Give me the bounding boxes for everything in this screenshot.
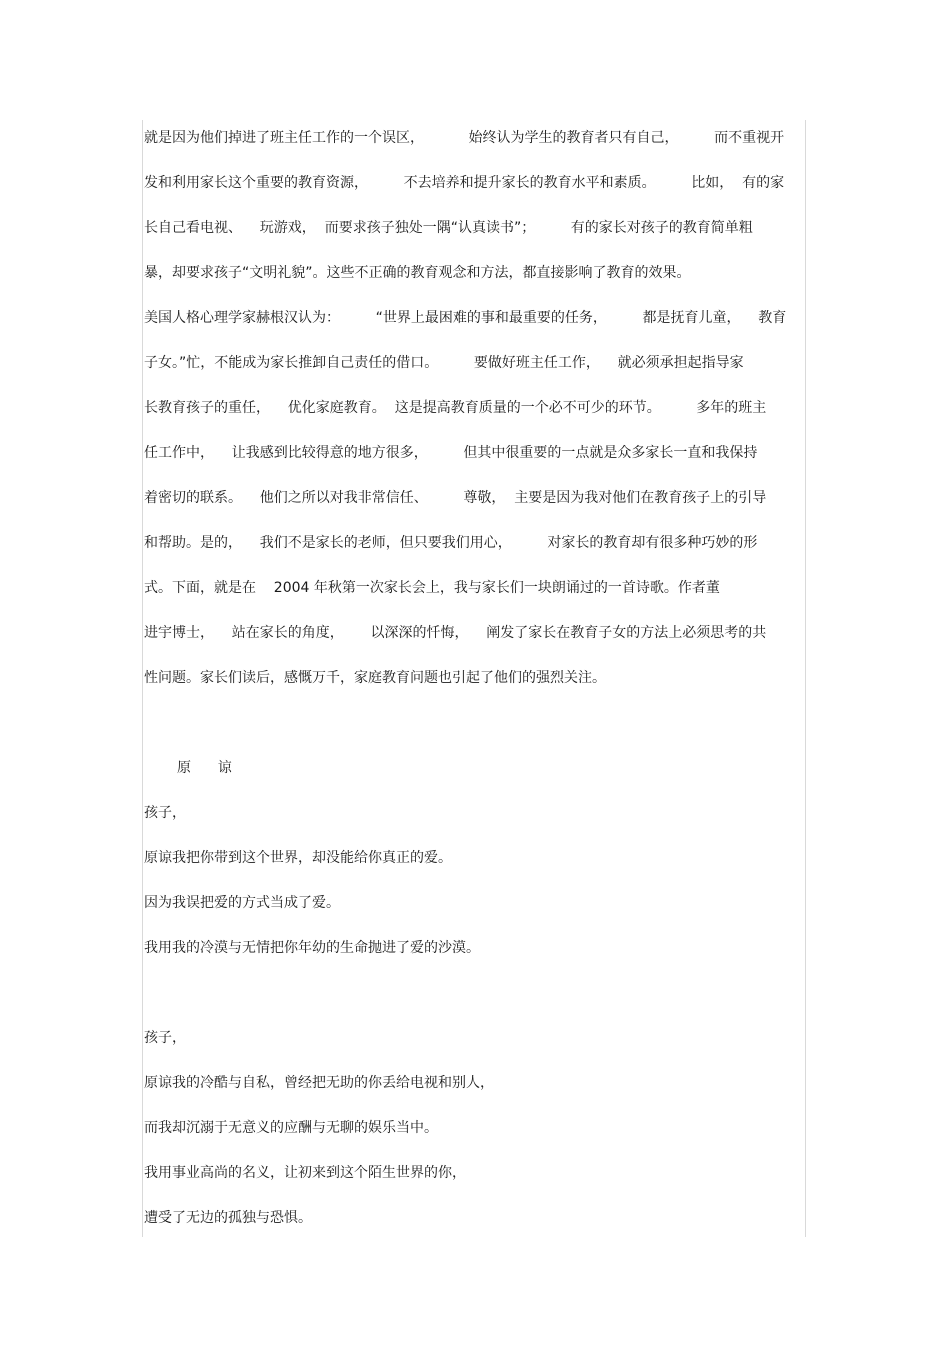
poem-line: 遭受了无边的孤独与恐惧。: [144, 1210, 312, 1226]
paragraph-line: 子女。”忙，不能成为家长推卸自己责任的借口。 要做好班主任工作， 就必须承担起指导家: [144, 355, 744, 371]
poem-line: 孩子，: [144, 1030, 186, 1046]
poem-line: 而我却沉溺于无意义的应酬与无聊的娱乐当中。: [144, 1120, 438, 1136]
poem-line: 原谅我的冷酷与自私，曾经把无助的你丢给电视和别人，: [144, 1075, 494, 1091]
paragraph-line: 着密切的联系。 他们之所以对我非常信任、 尊敬， 主要是因为我对他们在教育孩子上的引导: [144, 490, 767, 506]
poem-line: 我用我的冷漠与无情把你年幼的生命抛进了爱的沙漠。: [144, 940, 480, 956]
paragraph-line: 就是因为他们掉进了班主任工作的一个误区， 始终认为学生的教育者只有自己， 而不重视开: [144, 130, 785, 146]
poem-line: 因为我误把爱的方式当成了爱。: [144, 895, 340, 911]
poem-title: 原 谅: [177, 760, 232, 776]
paragraph-line: 美国人格心理学家赫根汉认为： “世界上最困难的事和最重要的任务， 都是抚育儿童， 教育: [144, 310, 787, 326]
paragraph-line: 式。下面，就是在 2004 年秋第一次家长会上，我与家长们一块朗诵过的一首诗歌。作者董: [144, 580, 720, 596]
paragraph-line: 任工作中， 让我感到比较得意的地方很多， 但其中很重要的一点就是众多家长一直和我保持: [144, 445, 758, 461]
poem-line: 原谅我把你带到这个世界，却没能给你真正的爱。: [144, 850, 452, 866]
paragraph-line: 长自己看电视、 玩游戏， 而要求孩子独处一隅“认真读书”； 有的家长对孩子的教育简单粗: [144, 220, 753, 236]
paragraph-line: 长教育孩子的重任， 优化家庭教育。 这是提高教育质量的一个必不可少的环节。 多年的班主: [144, 400, 767, 416]
paragraph-line: 发和利用家长这个重要的教育资源， 不去培养和提升家长的教育水平和素质。 比如， 有的家: [144, 175, 785, 191]
paragraph-line: 暴，却要求孩子“文明礼貌”。这些不正确的教育观念和方法，都直接影响了教育的效果。: [144, 265, 691, 281]
poem-line: 孩子，: [144, 805, 186, 821]
paragraph-line: 性问题。家长们读后，感慨万千，家庭教育问题也引起了他们的强烈关注。: [144, 670, 606, 686]
paragraph-line: 进宇博士， 站在家长的角度， 以深深的忏悔， 阐发了家长在教育子女的方法上必须思考的共: [144, 625, 767, 641]
paragraph-line: 和帮助。是的， 我们不是家长的老师，但只要我们用心， 对家长的教育却有很多种巧妙的形: [144, 535, 758, 551]
poem-line: 我用事业高尚的名义，让初来到这个陌生世界的你，: [144, 1165, 466, 1181]
